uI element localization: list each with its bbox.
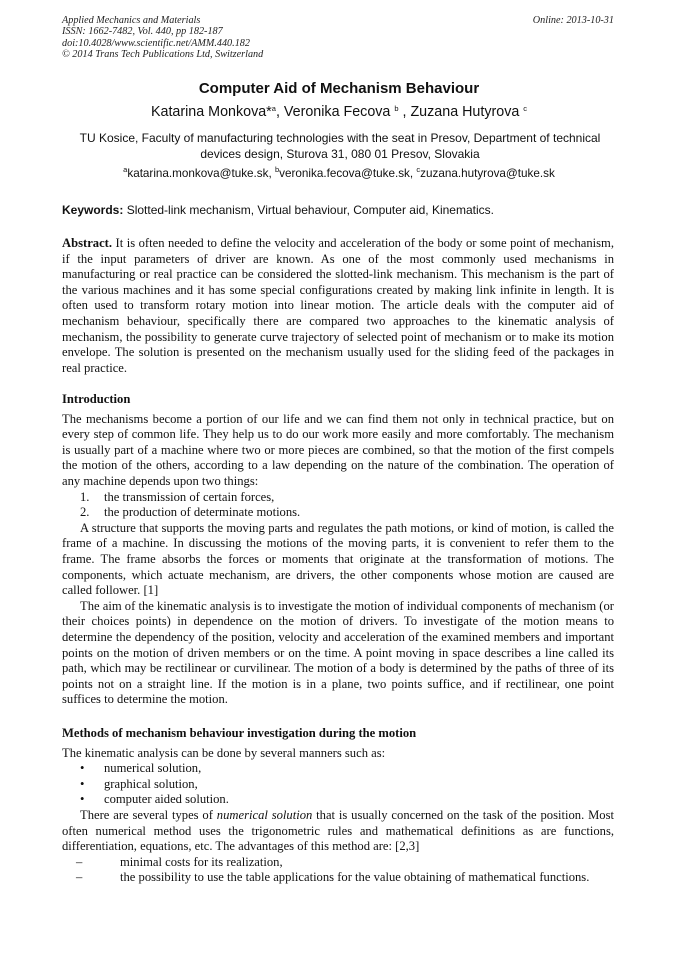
journal-header [62, 15, 614, 61]
list-item: • numerical solution, [80, 761, 202, 776]
author-mark: c [523, 104, 528, 113]
copyright-line: © 2014 Trans Tech Publications Ltd, Switzerland [62, 49, 264, 61]
section-heading: Methods of mechanism behaviour investigation during the motion [62, 726, 417, 740]
abstract [62, 236, 614, 376]
author-name: Zuzana Hutyrova [410, 104, 524, 120]
abstract-text: It is often needed to define the velocity and acceleration of the body or some point of mechanism, if the input parameters of driver are known. As one of the most commonly used mechanisms in manufacturing or real practice can be considered the slotted-link mechanism. This mechanism is the part of the various machines and it has some special configurations created by making link infinite in length. It is often used to transform rotary motion into linear motion. The article deals with the computer aid of mechanism behaviour, specifically there are compared two approaches to the kinematic analysis of mechanism, the possibility to generate curve trajectory of selected point of mechanism or to make its motion envelope. The solution is presented on the mechanism usually used for the sliding feed of the packages in real practice. [62, 236, 614, 375]
list-item: – minimal costs for its realization, [76, 854, 283, 869]
methods-section [62, 726, 614, 886]
list-item: 1. the transmission of certain forces, [80, 489, 275, 504]
paragraph: The kinematic analysis can be done by several manners such as: [62, 745, 386, 760]
keywords [62, 203, 614, 217]
email-link[interactable]: zuzana.hutyrova@tuke.sk [420, 167, 555, 180]
list-item: • graphical solution, [80, 776, 198, 791]
affiliation: TU Kosice, Faculty of manufacturing technologies with the seat in Presov, Department of technical devices design, Sturova 31, 080 01 Presov, Slovakia [79, 131, 601, 161]
email-link[interactable]: katarina.monkova@tuke.sk [127, 167, 269, 180]
keywords-text: Slotted-link mechanism, Virtual behaviour, Computer aid, Kinematics. [123, 203, 494, 217]
emphasis: numerical solution [216, 807, 313, 822]
doi-line: doi:10.4028/www.scientific.net/AMM.440.182 [62, 37, 250, 49]
list-item: 2. the production of determinate motions. [80, 505, 301, 520]
online-date: Online: 2013-10-31 [532, 15, 614, 26]
email-list: $^a$katarina.monkova@tuke.sk, $^b$veronika.fecova@tuke.sk, $^c$zuzana.hutyrova@tuke.sk [123, 165, 555, 180]
author-name: Veronika Fecova [283, 104, 395, 120]
author-list: Katarina Monkova*$^a$, Veronika Fecova $^b$ , Zuzana Hutyrova $^c$ [150, 104, 528, 120]
keywords-label: Keywords: [62, 203, 124, 217]
paragraph: There are several types of numerical solution that is usually concerned on the task of the position. Most often numerical method uses the trigonometric rules and mathematical definitions as are functions, differentiation, equations, etc. The advantages of this method are: [2,3] [62, 807, 614, 854]
abstract-label: Abstract. [62, 236, 113, 250]
introduction-section [62, 392, 614, 708]
paragraph: A structure that supports the moving parts and regulates the path motions, or kind of motion, is called the frame of a machine. In discussing the motions of the moving parts, it is convenient to refer them to the frame. The frame absorbs the forces or moments that originate at the transformation of motions. The components, which actuate mechanism, are drivers, the other components whose motion are caused are called follower. [1] [62, 520, 614, 598]
paper-title: Computer Aid of Mechanism Behaviour [198, 80, 480, 97]
list-item: • computer aided solution. [80, 792, 229, 807]
paragraph: The mechanisms become a portion of our life and we can find them not only in technical practice, but on every step of common life. They help us to do our work more easily and more comfortably. The mechanism is usually part of a machine where two or more pieces are combined, so that the motion of the first compels the motion of the others, according to a law depending on the nature of the combination. The operation of any machine depends upon two things: [62, 411, 614, 488]
author-mark: a [271, 104, 276, 113]
list-item: – the possibility to use the table applications for the value obtaining of mathematical functions. [76, 870, 590, 885]
journal-name: Applied Mechanics and Materials [62, 15, 201, 26]
author-mark: b [394, 104, 399, 113]
issn-line: ISSN: 1662-7482, Vol. 440, pp 182-187 [62, 26, 223, 38]
section-heading: Introduction [62, 392, 131, 406]
author-name: Katarina Monkova* [150, 104, 272, 120]
email-link[interactable]: veronika.fecova@tuke.sk [279, 167, 410, 180]
paragraph: The aim of the kinematic analysis is to investigate the motion of individual components of mechanism (or their choices points) in dependence on the motion of drivers. To investigate of the motion means to determine the dependency of the position, velocity and acceleration of the examined members and important points on the motion of driven members or on the time. A point moving in space describes a line called its path, which may be rectilinear or curvilinear. The motion of a body is determined by the paths of three of its points not on a straight line. If the motion is in a plane, two points suffice, and if rectilinear, one point suffices to determine the motion. [62, 598, 614, 707]
